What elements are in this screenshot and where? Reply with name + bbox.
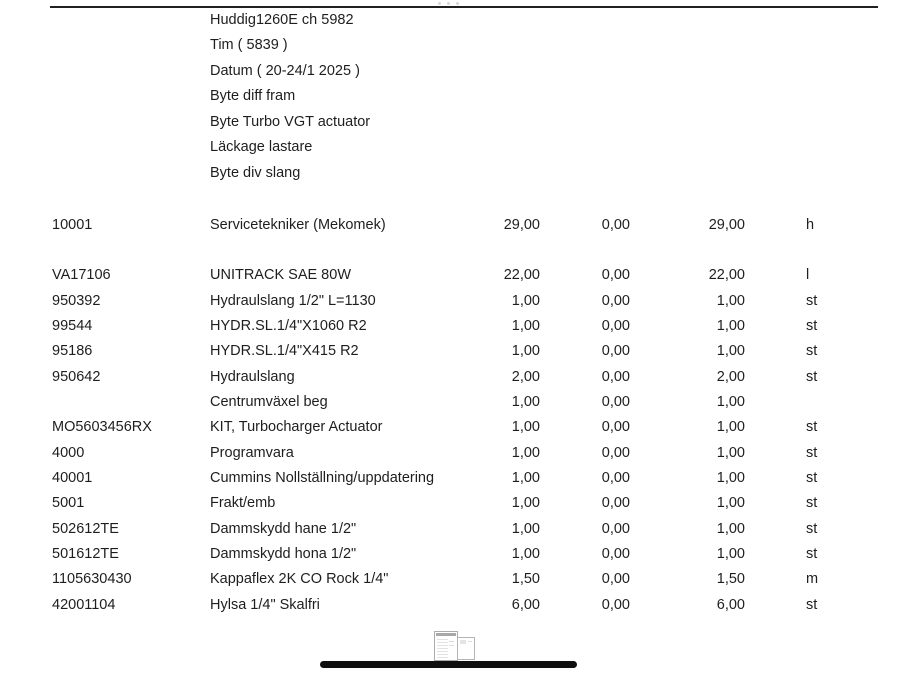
row-total: 1,00 (716, 343, 745, 360)
row-description: Dammskydd hona 1/2" (210, 546, 357, 563)
thumbnail-header-band (436, 633, 456, 636)
row-quantity: 1,00 (511, 520, 540, 537)
row-description: Hylsa 1/4" Skalfri (210, 596, 320, 613)
row-total: 1,00 (716, 495, 745, 512)
row-unit: st (806, 444, 818, 461)
row-description: KIT, Turbocharger Actuator (210, 419, 383, 436)
row-discount: 0,00 (601, 394, 630, 411)
table-row (0, 313, 900, 338)
table-row (0, 541, 900, 566)
row-discount: 0,00 (601, 571, 630, 588)
row-total: 22,00 (708, 267, 745, 284)
row-description: Kappaflex 2K CO Rock 1/4" (210, 571, 389, 588)
table-row (0, 567, 900, 592)
row-discount: 0,00 (601, 216, 630, 233)
row-quantity: 1,00 (511, 444, 540, 461)
row-quantity: 2,00 (511, 368, 540, 385)
row-discount: 0,00 (601, 470, 630, 487)
row-total: 1,00 (716, 292, 745, 309)
table-row (0, 491, 900, 516)
row-discount: 0,00 (601, 292, 630, 309)
row-unit: st (806, 419, 818, 436)
row-code: 99544 (52, 318, 93, 335)
thumbnail-mini-line (468, 641, 472, 642)
row-code: 4000 (52, 444, 85, 461)
row-total: 2,00 (716, 368, 745, 385)
row-total: 1,50 (716, 571, 745, 588)
row-code: 5001 (52, 495, 85, 512)
row-total: 1,00 (716, 520, 745, 537)
row-total: 1,00 (716, 546, 745, 563)
row-code: 10001 (52, 216, 93, 233)
table-row (0, 288, 900, 313)
dot (456, 2, 459, 5)
row-discount: 0,00 (601, 495, 630, 512)
top-divider-rule (50, 6, 878, 8)
table-row (0, 364, 900, 389)
row-unit: h (806, 216, 815, 233)
row-description: UNITRACK SAE 80W (210, 267, 351, 284)
row-quantity: 1,00 (511, 318, 540, 335)
row-quantity: 1,00 (511, 343, 540, 360)
header-line: Byte diff fram (210, 88, 296, 105)
page-thumbnails-icon[interactable] (434, 631, 480, 661)
row-description: Hydraulslang 1/2" L=1130 (210, 292, 376, 309)
table-row (0, 237, 900, 262)
row-unit: st (806, 596, 818, 613)
header-line: Läckage lastare (210, 139, 313, 156)
row-unit: m (806, 571, 819, 588)
row-description: Cummins Nollställning/uppdatering (210, 470, 435, 487)
row-description: Dammskydd hane 1/2" (210, 520, 357, 537)
row-description: Hydraulslang (210, 368, 295, 385)
table-row (0, 592, 900, 617)
row-discount: 0,00 (601, 419, 630, 436)
row-discount: 0,00 (601, 318, 630, 335)
work-order-header (210, 8, 370, 186)
table-row (0, 212, 900, 237)
table-row (0, 339, 900, 364)
row-total: 6,00 (716, 596, 745, 613)
thumbnail-mini-block (460, 640, 466, 644)
row-unit: st (806, 495, 818, 512)
row-discount: 0,00 (601, 267, 630, 284)
row-unit: st (806, 318, 818, 335)
row-discount: 0,00 (601, 368, 630, 385)
row-description: Frakt/emb (210, 495, 276, 512)
row-code: 502612TE (52, 520, 119, 537)
header-line: Byte Turbo VGT actuator (210, 113, 371, 130)
table-row (0, 465, 900, 490)
row-code: 1105630430 (52, 571, 132, 588)
row-code: VA17106 (52, 267, 111, 284)
row-unit: st (806, 368, 818, 385)
row-quantity: 22,00 (503, 267, 540, 284)
dot (438, 2, 441, 5)
row-quantity: 1,00 (511, 419, 540, 436)
row-description: Programvara (210, 444, 294, 461)
line-items (0, 212, 900, 618)
row-code: 501612TE (52, 546, 119, 563)
row-quantity: 1,00 (511, 470, 540, 487)
row-description: HYDR.SL.1/4"X1060 R2 (210, 318, 367, 335)
row-code: 950642 (52, 368, 101, 385)
row-quantity: 1,00 (511, 495, 540, 512)
row-unit: st (806, 520, 818, 537)
row-unit: st (806, 470, 818, 487)
header-line: Datum ( 20-24/1 2025 ) (210, 62, 360, 79)
row-quantity: 1,00 (511, 394, 540, 411)
thumbnail-text-lines (437, 639, 448, 658)
row-code: MO5603456RX (52, 419, 152, 436)
row-code: 950392 (52, 292, 101, 309)
row-code: 42001104 (52, 596, 116, 613)
row-quantity: 1,00 (511, 292, 540, 309)
scroll-handle-bar[interactable] (320, 661, 577, 668)
row-discount: 0,00 (601, 343, 630, 360)
row-total: 29,00 (708, 216, 745, 233)
thumbnail-mark (449, 641, 454, 642)
row-code: 95186 (52, 343, 93, 360)
row-discount: 0,00 (601, 520, 630, 537)
page-thumbnail-large[interactable] (434, 631, 458, 661)
row-unit: l (806, 267, 810, 284)
row-total: 1,00 (716, 394, 745, 411)
row-quantity: 6,00 (511, 596, 540, 613)
header-line: Byte div slang (210, 164, 301, 181)
row-quantity: 29,00 (503, 216, 540, 233)
row-total: 1,00 (716, 419, 745, 436)
table-row (0, 389, 900, 414)
row-total: 1,00 (716, 444, 745, 461)
header-line: Huddig1260E ch 5982 (210, 12, 354, 28)
header-line: Tim ( 5839 ) (210, 37, 288, 54)
row-quantity: 1,00 (511, 546, 540, 563)
faint-ellipsis-dots (438, 2, 459, 5)
row-description: Centrumväxel beg (210, 394, 328, 411)
row-total: 1,00 (716, 318, 745, 335)
table-row (0, 415, 900, 440)
row-discount: 0,00 (601, 596, 630, 613)
row-description: HYDR.SL.1/4"X415 R2 (210, 343, 359, 360)
row-description: Servicetekniker (Mekomek) (210, 216, 386, 233)
page-thumbnail-small[interactable] (457, 637, 475, 660)
table-row (0, 440, 900, 465)
row-total: 1,00 (716, 470, 745, 487)
row-unit: st (806, 343, 818, 360)
dot (447, 2, 450, 5)
row-unit: st (806, 546, 818, 563)
row-discount: 0,00 (601, 546, 630, 563)
row-unit: st (806, 292, 818, 309)
row-discount: 0,00 (601, 444, 630, 461)
table-row (0, 263, 900, 288)
row-code: 40001 (52, 470, 93, 487)
row-quantity: 1,50 (511, 571, 540, 588)
table-row (0, 516, 900, 541)
